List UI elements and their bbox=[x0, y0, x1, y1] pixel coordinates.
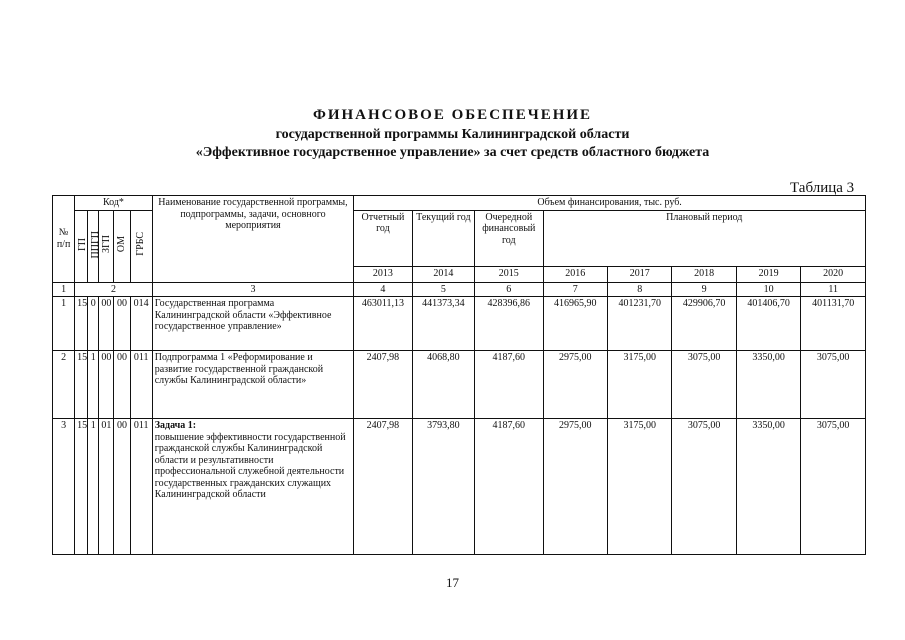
value-cell: 2407,98 bbox=[354, 419, 412, 555]
header-code-ppgp: ППГП bbox=[88, 210, 99, 282]
col-number: 8 bbox=[607, 282, 671, 297]
value-cell: 401231,70 bbox=[607, 297, 671, 351]
col-number: 10 bbox=[736, 282, 800, 297]
header-name: Наименование государственной программы, подпрограммы, задачи, основного мероприятия bbox=[152, 196, 353, 283]
code-cell: 0 bbox=[88, 297, 99, 351]
code-cell: 15 bbox=[75, 351, 88, 419]
code-cell: 15 bbox=[75, 419, 88, 555]
row-number: 2 bbox=[53, 351, 75, 419]
code-cell: 00 bbox=[114, 419, 130, 555]
task-label: Задача 1: bbox=[154, 420, 197, 431]
code-cell: 00 bbox=[99, 351, 114, 419]
header-planned-period: Плановый период bbox=[543, 210, 865, 266]
code-cell: 014 bbox=[130, 297, 152, 351]
col-number: 5 bbox=[412, 282, 474, 297]
code-cell: 1 bbox=[88, 351, 99, 419]
table-row bbox=[53, 419, 866, 555]
year-2019: 2019 bbox=[736, 266, 800, 282]
col-number: 9 bbox=[672, 282, 736, 297]
financing-table bbox=[52, 195, 866, 555]
code-cell: 01 bbox=[99, 419, 114, 555]
table-row bbox=[53, 351, 866, 419]
value-cell: 416965,90 bbox=[543, 297, 607, 351]
code-cell: 00 bbox=[114, 351, 130, 419]
header-code: Код* bbox=[75, 196, 153, 211]
col-number: 7 bbox=[543, 282, 607, 297]
value-cell: 2975,00 bbox=[543, 351, 607, 419]
value-cell: 3175,00 bbox=[607, 351, 671, 419]
value-cell: 463011,13 bbox=[354, 297, 412, 351]
year-2014: 2014 bbox=[412, 266, 474, 282]
year-2020: 2020 bbox=[801, 266, 866, 282]
year-2013: 2013 bbox=[354, 266, 412, 282]
row-name bbox=[152, 419, 353, 555]
code-cell: 15 bbox=[75, 297, 88, 351]
table-label: Таблица 3 bbox=[790, 180, 855, 196]
code-cell: 011 bbox=[130, 351, 152, 419]
header-code-zgp: ЗГП bbox=[99, 210, 114, 282]
value-cell: 3350,00 bbox=[736, 351, 800, 419]
code-cell: 011 bbox=[130, 419, 152, 555]
value-cell: 441373,34 bbox=[412, 297, 474, 351]
document-title: ФИНАНСОВОЕ ОБЕСПЕЧЕНИЕ bbox=[312, 107, 593, 123]
row-name: Подпрограмма 1 «Реформирование и развитие государственной гражданской службы Калининградской области» bbox=[152, 351, 353, 419]
year-2016: 2016 bbox=[543, 266, 607, 282]
year-2015: 2015 bbox=[475, 266, 543, 282]
header-code-grbs: ГРБС bbox=[130, 210, 152, 282]
value-cell: 4068,80 bbox=[412, 351, 474, 419]
value-cell: 4187,60 bbox=[475, 419, 543, 555]
header-num: № п/п bbox=[53, 196, 75, 283]
code-cell: 1 bbox=[88, 419, 99, 555]
header-next-year: Очередной финансовый год bbox=[475, 210, 543, 266]
col-number: 2 bbox=[75, 282, 153, 297]
table-row bbox=[53, 297, 866, 351]
value-cell: 3075,00 bbox=[672, 351, 736, 419]
value-cell: 401406,70 bbox=[736, 297, 800, 351]
year-2017: 2017 bbox=[607, 266, 671, 282]
page-number: 17 bbox=[446, 575, 459, 590]
code-cell: 00 bbox=[99, 297, 114, 351]
value-cell: 2975,00 bbox=[543, 419, 607, 555]
value-cell: 3075,00 bbox=[672, 419, 736, 555]
header-code-om: ОМ bbox=[114, 210, 130, 282]
row-name: Государственная программа Калининградской области «Эффективное государственное управление» bbox=[152, 297, 353, 351]
header-reporting-year: Отчетный год bbox=[354, 210, 412, 266]
year-2018: 2018 bbox=[672, 266, 736, 282]
value-cell: 4187,60 bbox=[475, 351, 543, 419]
row-number: 1 bbox=[53, 297, 75, 351]
value-cell: 2407,98 bbox=[354, 351, 412, 419]
col-number: 11 bbox=[801, 282, 866, 297]
document-subtitle-1: государственной программы Калининградской области bbox=[275, 127, 630, 142]
value-cell: 3075,00 bbox=[801, 419, 866, 555]
col-number: 4 bbox=[354, 282, 412, 297]
task-description: повышение эффективности государственной гражданской службы Калининградской области и результативности профессиональной служебной деятельности государственных гражданских служащих Калининградской области bbox=[154, 431, 346, 500]
value-cell: 401131,70 bbox=[801, 297, 866, 351]
value-cell: 3350,00 bbox=[736, 419, 800, 555]
value-cell: 429906,70 bbox=[672, 297, 736, 351]
row-number: 3 bbox=[53, 419, 75, 555]
col-number: 6 bbox=[475, 282, 543, 297]
code-cell: 00 bbox=[114, 297, 130, 351]
value-cell: 3175,00 bbox=[607, 419, 671, 555]
header-volume: Объем финансирования, тыс. руб. bbox=[354, 196, 866, 211]
value-cell: 3075,00 bbox=[801, 351, 866, 419]
value-cell: 3793,80 bbox=[412, 419, 474, 555]
document-subtitle-2: «Эффективное государственное управление» за счет средств областного бюджета bbox=[195, 145, 710, 160]
header-current-year: Текущий год bbox=[412, 210, 474, 266]
col-number: 3 bbox=[152, 282, 353, 297]
header-code-gp: ГП bbox=[75, 210, 88, 282]
value-cell: 428396,86 bbox=[475, 297, 543, 351]
col-number: 1 bbox=[53, 282, 75, 297]
